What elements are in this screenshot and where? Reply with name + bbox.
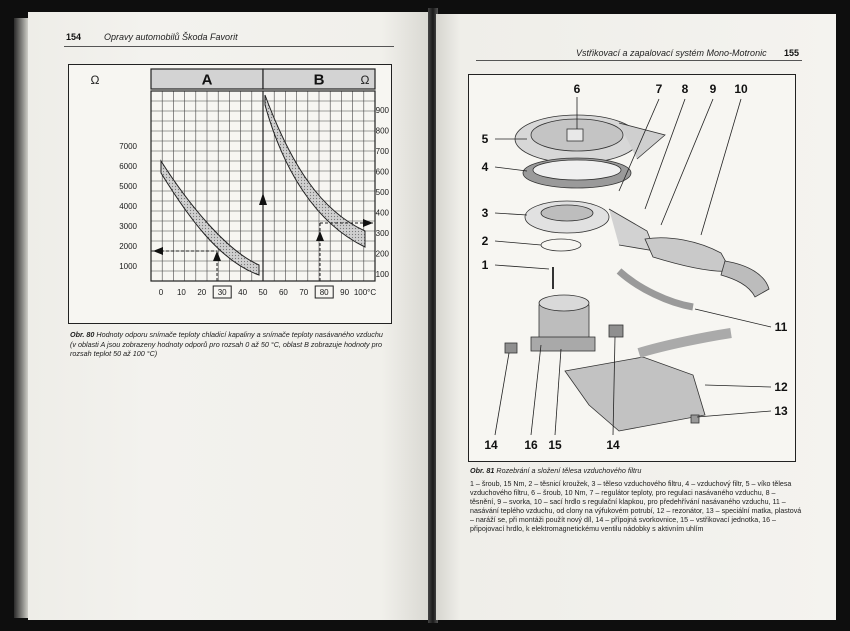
right-axis-tick-label: 100	[375, 270, 389, 279]
callout-10: 10	[734, 82, 748, 96]
left-axis-labels	[119, 142, 137, 271]
figure-81-caption	[470, 466, 800, 476]
caption-81-label: Obr. 81	[470, 466, 495, 475]
a-arrow-up	[213, 251, 221, 261]
callout-7: 7	[655, 82, 663, 96]
resonator	[565, 357, 705, 431]
callout-9: 9	[709, 82, 717, 96]
x-axis-tick-label: 90	[340, 288, 350, 297]
seal-ring	[541, 239, 581, 251]
page-number-right: 155	[784, 48, 800, 58]
right-page	[436, 14, 836, 620]
right-axis-tick-label: 300	[375, 229, 389, 238]
callout-1: 1	[481, 258, 489, 272]
x-axis-labels	[159, 286, 377, 298]
x-axis-tick-label: 10	[176, 288, 186, 297]
callout-8: 8	[681, 82, 689, 96]
left-axis-tick-label: 5000	[119, 182, 137, 191]
connector-right	[609, 325, 623, 337]
figure-81-frame	[468, 74, 796, 462]
caption-80-label: Obr. 80	[70, 330, 95, 339]
x-axis-tick-label: 30	[217, 288, 227, 297]
b-arrow-up	[316, 231, 324, 241]
callout-14-left: 14	[484, 438, 498, 452]
figure-80-caption	[70, 330, 390, 359]
x-axis-tick-label: 70	[299, 288, 309, 297]
callout-5: 5	[481, 132, 489, 146]
resistance-chart	[69, 65, 391, 323]
region-b-label: B	[313, 71, 325, 89]
right-axis-tick-label: 700	[375, 147, 389, 156]
x-axis-tick-label: 50	[258, 288, 268, 297]
right-axis-labels	[376, 106, 390, 279]
caption-81-title: Rozebrání a složení tělesa vzduchového filtru	[496, 466, 642, 475]
page-number-left: 154	[66, 32, 82, 42]
callout-14-right: 14	[606, 438, 620, 452]
header-rule-right	[476, 60, 802, 61]
x-axis-tick-label: 60	[278, 288, 288, 297]
right-axis-tick-label: 500	[375, 188, 389, 197]
callout-3: 3	[481, 206, 489, 220]
x-axis-tick-label: 100°C	[353, 288, 377, 297]
left-axis-tick-label: 2000	[119, 242, 137, 251]
left-axis-tick-label: 4000	[119, 202, 137, 211]
exploded-view-drawing	[469, 75, 795, 461]
left-page	[28, 12, 430, 620]
figure-81-legend: 1 – šroub, 15 Nm, 2 – těsnicí kroužek, 3 – těleso vzduchového filtru, 4 – vzduchový filtr, 5 – víko tělesa vzduchového filtru, 6 – šroub, 10 Nm, 7 – regulátor teploty, pro regulaci nasávaného vzduchu, 8 – těsnění, 9 – svorka, 10 – sací hrdlo s regulační klapkou, pro předehřívání nasávaného vzduchu, 11 – nasávání teplého vzduchu, od clony na výfukovém potrubí, 12 – rezonátor, 13 – speciální matka, plastová – naráží se, při montáži použít nový díl, 14 – přípojná svorkovnice, 15 – vstřikovací jednotka, 16 – připojovací hrdlo, k elektromagnetickému ventilu nádobky s aktivním uhlím	[470, 480, 802, 534]
region-a-label: A	[201, 71, 213, 89]
callout-12: 12	[774, 380, 788, 394]
curve-a-band	[161, 161, 259, 275]
callout-4: 4	[481, 160, 489, 174]
header-rule-left	[64, 46, 394, 47]
book-edge	[14, 18, 28, 618]
callout-6: 6	[573, 82, 581, 96]
running-head-right: Vstřikovací a zapalovací systém Mono-Motronic	[576, 48, 767, 58]
figure-80-frame	[68, 64, 392, 324]
right-axis-tick-label: 600	[375, 167, 389, 177]
x-axis-tick-label: 0	[158, 288, 164, 297]
callout-2: 2	[481, 234, 489, 248]
connector-left	[505, 343, 517, 353]
callout-16: 16	[524, 438, 538, 452]
x-axis-tick-label: 80	[319, 288, 329, 297]
b-arrow-right	[363, 219, 373, 227]
intake-snorkel	[645, 238, 731, 272]
omega-left: Ω	[90, 73, 100, 87]
plastic-nut	[691, 415, 699, 423]
b-arrow-up-left	[259, 193, 267, 205]
right-axis-tick-label: 800	[375, 126, 389, 136]
callout-13: 13	[774, 404, 788, 418]
right-axis-tick-label: 900	[375, 106, 389, 115]
caption-80-text: Hodnoty odporu snímače teploty chladicí kapaliny a snímače teploty nasávaného vzduchu (v oblasti A jsou zobrazeny hodnoty odporů pro rozsah 0 až 50 °C, oblast B zobrazuje hodnoty pro rozsah teplot 50 až 100 °C)	[70, 330, 383, 359]
left-axis-tick-label: 3000	[119, 222, 137, 231]
running-head-left: Opravy automobilů Škoda Favorit	[104, 32, 238, 42]
x-axis-tick-label: 20	[197, 288, 207, 297]
right-axis-tick-label: 400	[375, 208, 389, 218]
left-axis-tick-label: 7000	[119, 142, 137, 151]
warm-air-hose	[619, 271, 693, 307]
right-axis-tick-label: 200	[375, 249, 389, 259]
callout-15: 15	[548, 438, 562, 452]
left-axis-tick-label: 6000	[119, 162, 137, 171]
omega-right: Ω	[360, 73, 370, 87]
callout-11: 11	[774, 320, 788, 334]
a-arrow-left	[153, 247, 163, 255]
left-axis-tick-label: 1000	[119, 262, 137, 271]
x-axis-tick-label: 40	[238, 288, 248, 297]
